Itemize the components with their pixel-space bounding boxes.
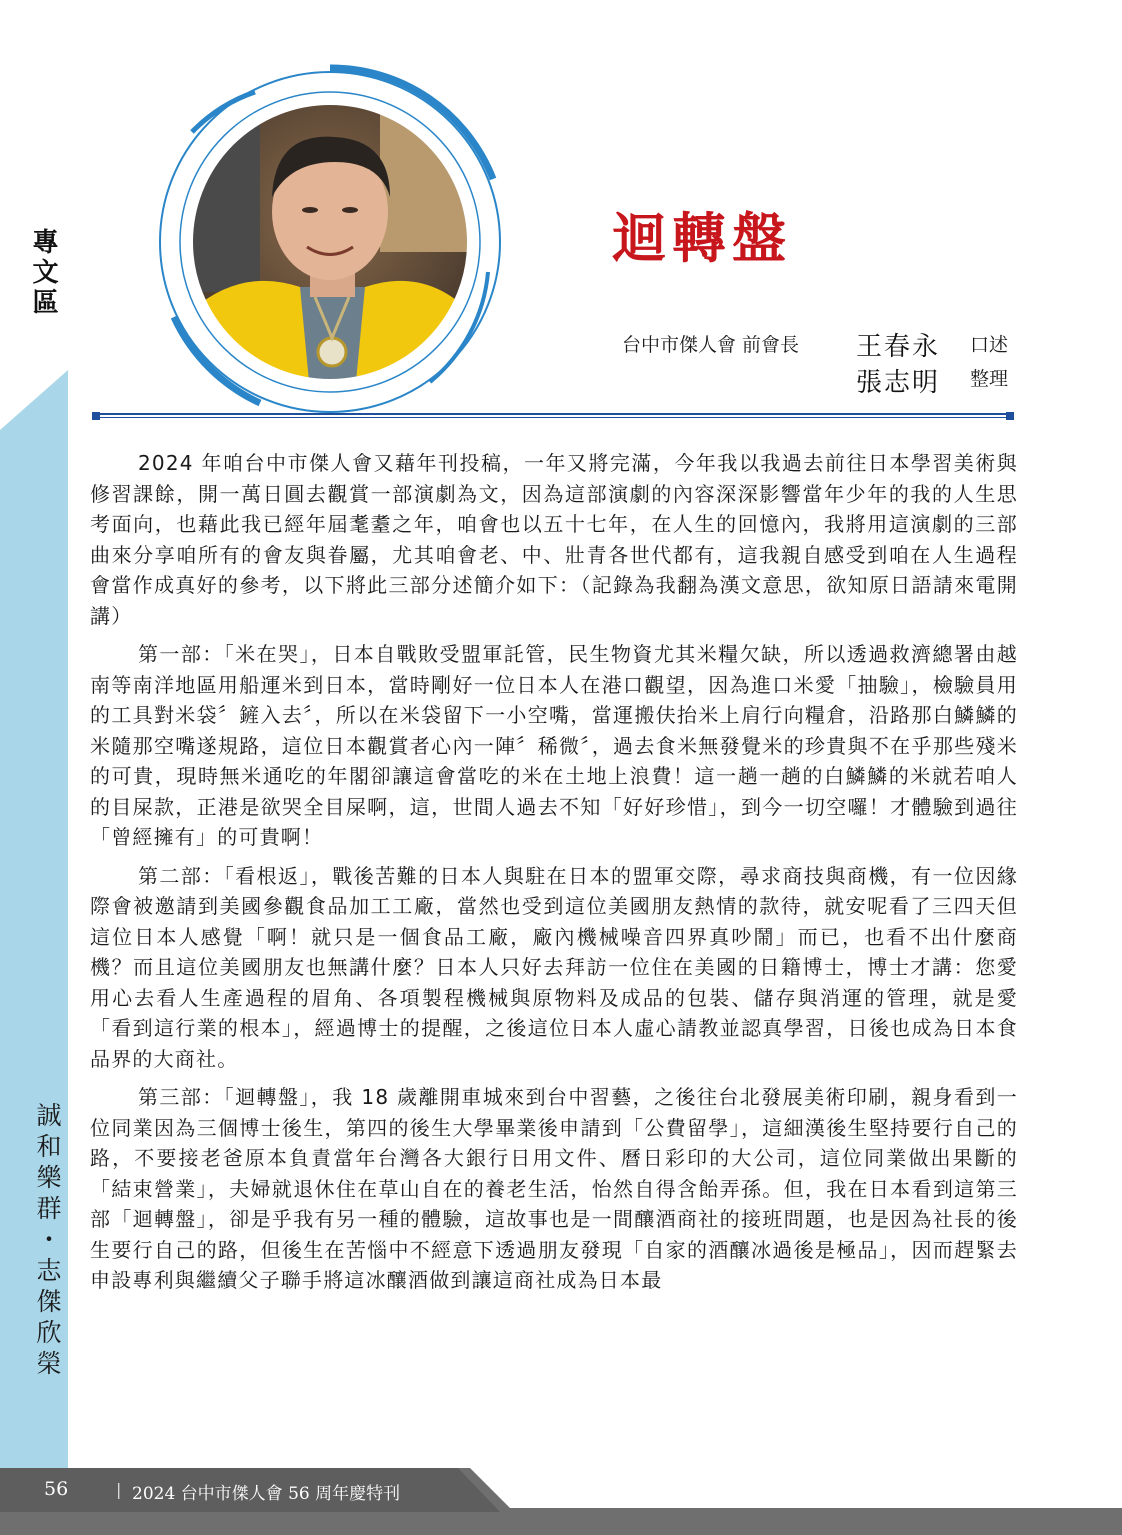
portrait [150,62,510,422]
editor-role: 整理 [970,368,1009,390]
portrait-frame [150,62,510,422]
sidebar-tab [0,0,68,430]
section-label: 專文區 [28,228,58,318]
publication-title: 2024 台中市傑人會 56 周年慶特刊 [132,1484,401,1504]
paragraph-part-two: 第二部：「看根返」，戰後苦難的日本人與駐在日本的盟軍交際，尋求商技與商機，有一位因緣際會被邀請到美國參觀食品加工工廠，當然也受到這位美國朋友熱情的款待，就安呢看了三四天但這位日本人感覺「啊！就只是一個食品工廠，廠內機械噪音四界真吵鬧」而已，也看不出什麼商機？而且這位美國朋友也無講什麼？日本人只好去拜訪一位住在美國的日籍博士，博士才講：您愛用心去看人生產過程的眉角、各項製程機械與原物料及成品的包裝、儲存與消運的管理，就是愛「看到這行業的根本」，經過博士的提醒，之後這位日本人虛心請教並認真學習，日後也成為日本食品界的大商社。 [90,863,1018,1071]
editor-name: 張志明 [856,368,941,398]
page-number: 56 [44,1478,69,1500]
paragraph-part-three: 第三部：「迴轉盤」，我 18 歲離開車城來到台中習藝，之後往台北發展美術印刷，親身看到一位同業因為三個博士後生，第四的後生大學畢業後申請到「公費留學」，這細漢後生堅持要行自己的路，不要接老爸原本負責當年台灣各大銀行日用文件、曆日彩印的大公司，這位同業做出果斷的「結束營業」，夫婦就退休住在草山自在的養老生活，怡然自得含飴弄孫。但，我在日本看到這第三部「迴轉盤」，卻是乎我有另一種的體驗，這故事也是一間釀酒商社的接班問題，也是因為社長的後生要行自己的路，但後生在苦惱中不經意下透過朋友發現「自家的酒釀冰過後是極品」，因而趕緊去申設專利與繼續父子聯手將這冰釀酒做到讓這商社成為日本最 [90,1085,1018,1292]
author-org-role: 台中市傑人會 前會長 [622,334,800,356]
article-body [90,448,1018,1304]
sidebar-motto: 誠和樂群・志傑欣榮 [33,1102,62,1381]
paragraph-intro: 2024 年咱台中市傑人會又藉年刊投稿，一年又將完滿，今年我以我過去前往日本學習美術與修習課餘，開一萬日圓去觀賞一部演劇為文，因為這部演劇的內容深深影響當年少年的我的人生思考面向，也藉此我已經年屆耄耋之年，咱會也以五十七年，在人生的回憶內，我將用這演劇的三部曲來分享咱所有的會友與眷屬，尤其咱會老、中、壯青各世代都有，這我親自感受到咱在人生過程會當作成真好的參考，以下將此三部分述簡介如下：（記錄為我翻為漢文意思，欲知原日語請來電開講） [90,451,1018,628]
paragraph-part-one: 第一部：「米在哭」，日本自戰敗受盟軍託管，民生物資尤其米糧欠缺，所以透過救濟總署由越南等南洋地區用船運米到日本，當時剛好一位日本人在港口觀望，因為進口米愛「抽驗」，檢驗員用的工具對米袋〞鏟入去〞，所以在米袋留下一小空嘴，當運搬伕抬米上肩行向糧倉，沿路那白鱗鱗的米隨那空嘴遂規路，這位日本觀賞者心內一陣〞稀微〞，過去食米無發覺米的珍貴與不在乎那些殘米的可貴，現時無米通吃的年閣卻讓這會當吃的米在土地上浪費！這一趟一趟的白鱗鱗的米就若咱人的目屎款，正港是欲哭全目屎啊，這，世間人過去不知「好好珍惜」，到今一切空囉！才體驗到過往「曾經擁有」的可貴啊！ [90,642,1018,849]
narrator-name: 王春永 [856,332,941,362]
article-title: 迴轉盤 [612,206,792,270]
title-divider [92,412,1014,420]
footer-separator: | [116,1480,122,1499]
narrator-role: 口述 [970,334,1009,356]
